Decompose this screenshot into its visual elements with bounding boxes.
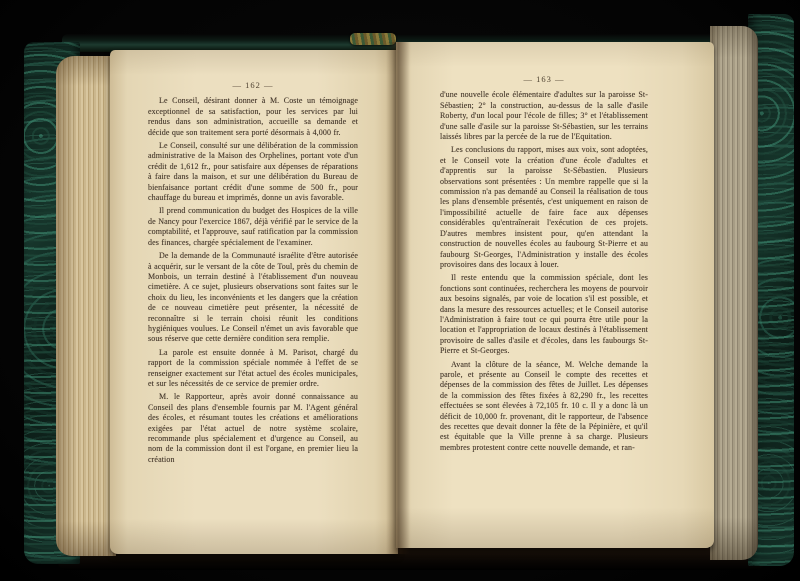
paragraph: Les conclusions du rapport, mises aux voix, sont adoptées, et le Conseil vote la création d'une école d'adultes et d'apprentis sur la paroisse St-Sébastien. Plusieurs observations sont présentées : Un membre rappelle que si la commission n'a pas demandé au Conseil la réalisation de tous les plans d'ensemble présentés, c'est uniquement en raison de l'impossibilité actuelle de faire face aux dépenses considérables qu'entraînerait l'exécution de ces projets. D'autres membres insistent pour, qu'en attendant la construction de nouvelles écoles au faubourg St-Pierre et au faubourg St-Georges, l'Administration y installe des écoles provisoires dans des locaux à louer. [440,145,648,269]
paragraph: La parole est ensuite donnée à M. Parisot, chargé du rapport de la commission spéciale nommée à l'effet de se renseigner exactement sur l'état actuel des écoles municipales, et sur les nécessités de ce service de premier ordre. [148,347,358,388]
page-left [110,50,398,554]
page-edges-right [710,26,758,560]
spine-headband [350,33,396,45]
page-right [396,42,714,548]
paragraph: Il reste entendu que la commission spéciale, dont les fonctions sont continuées, recherchera les moyens de pourvoir aux besoins signalés, par voie de location s'il est possible, et dans la mesure des ressources actuelles; et le Conseil autorise l'Administration à faire tout ce qui pourra être utile pour la location et l'appropriation de locaux destinés à l'établissement provisoire de salles d'asile et d'écoles, dans les faubourgs St-Pierre et St-Georges. [440,273,648,356]
page-edges-left [56,56,116,556]
page-number-right: — 163 — [523,74,565,84]
paragraph: De la demande de la Communauté israélite d'être autorisée à acquérir, sur le versant de la côte de Toul, près du chemin de Monbois, un terrain destiné à l'établissement d'un nouveau cimetière. A ce sujet, plusieurs observations sont faites sur le choix du lieu, les inconvénients et les dangers que la création de ce nouveau cimetière peut présenter, la nécessité de reconnaître si le terrain choisi réunit les conditions hygiéniques voulues. Le Conseil n'émet un avis favorable que sous réserve que cette dernière condition sera remplie. [148,251,358,344]
page-number-left: — 162 — [232,80,274,90]
paragraph: Avant la clôture de la séance, M. Welche demande la parole, et présente au Conseil le compte des recettes et dépenses de la commission des fêtes de Juillet. Les dépenses de la commission des fêtes fixées à 82,290 fr., les recettes effectuées se sont élevées à 72,105 fr. 10 c. Il y a donc là un déficit de 10,000 fr. provenant, dit le rapporteur, de l'absence des recettes que devait donner la fête de la Pépinière, et qu'il est équitable que la Ville prenne à sa charge. Plusieurs membres protestent contre cette nouvelle demande, et ran- [440,359,648,452]
paragraph: d'une nouvelle école élémentaire d'adultes sur la paroisse St-Sébastien; 2° la construction, au-dessus de la salle d'asile Roberty, d'un local pour l'école de filles; 3° et l'établissement d'une salle d'asile sur la paroisse St-Sébastien, sur les terrains laissés libres par la percée de la rue de l'Equitation. [440,90,648,142]
paragraph: Le Conseil, consulté sur une délibération de la commission administrative de la Maison des Orphelines, portant vote d'un crédit de 1,612 fr., pour satisfaire aux dépenses de réparations à faire dans la maison, et sur une délibération du Bureau de bienfaisance portant crédit d'une somme de 500 fr., pour chauffage du bureau et imprimés, donne un avis favorable. [148,141,358,203]
paragraph: Le Conseil, désirant donner à M. Coste un témoignage exceptionnel de sa satisfaction, pour les services par lui rendus dans son administration, accueille sa demande et décide que son traitement sera porté désormais à 4,000 fr. [148,96,358,137]
paragraph: M. le Rapporteur, après avoir donné connaissance au Conseil des plans d'ensemble fournis par M. l'Agent général des écoles, et résumant toutes les créations et améliorations exigées par l'état actuel de notre système scolaire, recommande plus spécialement et d'urgence au Conseil, au nom de la commission dont il est l'organe, en premier lieu la création [148,392,358,464]
paragraph: Il prend communication du budget des Hospices de la ville de Nancy pour l'exercice 1867, déjà vérifié par le service de la comptabilité, et l'approuve, sauf ratification par la commission des finances, chargée spécialement de l'examiner. [148,206,358,247]
